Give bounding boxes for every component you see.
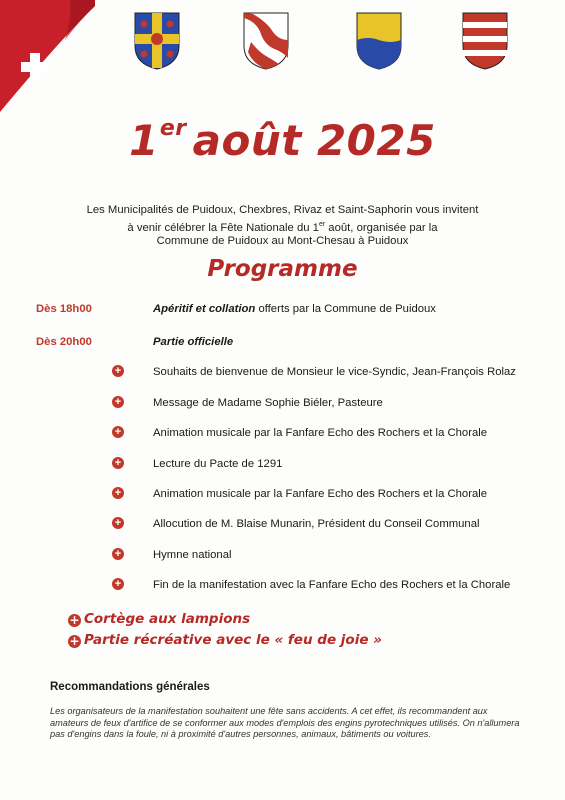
crest-chexbres-icon bbox=[243, 12, 289, 70]
intro-line-2 bbox=[40, 218, 525, 235]
list-item-text: Souhaits de bienvenue de Monsieur le vice-Syndic, Jean-François Rolaz bbox=[153, 366, 516, 378]
plus-circle-icon: + bbox=[112, 548, 124, 560]
list-item bbox=[0, 397, 565, 413]
recommendations-text: Les organisateurs de la manifestation souhaitent une fête sans accidents. A cet effet, ils recommandent aux amateurs de feux d'artifice de se conformer aux modes d'emplois des engins pyrotechniques utilisés. On n'allumera pas d'engins dans la foule, ni à proximité d'autres personnes, animaux, bâtiments ou voitures. bbox=[50, 706, 520, 739]
schedule-event bbox=[153, 336, 233, 348]
list-item-text: Animation musicale par la Fanfare Echo des Rochers et la Chorale bbox=[153, 488, 488, 500]
list-item-text: Allocution de M. Blaise Munarin, Président du Conseil Communal bbox=[153, 518, 480, 530]
recommendations-title: Recommandations générales bbox=[50, 681, 210, 693]
crest-puidoux-icon bbox=[134, 12, 180, 70]
title-sup: er bbox=[159, 116, 187, 141]
schedule-event-bold: Apéritif et collation bbox=[153, 303, 256, 315]
crest-rivaz-icon bbox=[356, 12, 402, 70]
intro-line-2-sup: er bbox=[318, 220, 326, 228]
crests-row bbox=[0, 12, 565, 74]
extra-item bbox=[68, 611, 250, 627]
plus-circle-icon: + bbox=[112, 457, 124, 469]
plus-circle-icon: + bbox=[112, 578, 124, 590]
extra-item bbox=[68, 632, 382, 648]
plus-circle-icon: + bbox=[112, 365, 124, 377]
list-item bbox=[0, 579, 565, 595]
intro-line-3: Commune de Puidoux au Mont-Chesau à Puidoux bbox=[156, 234, 409, 247]
intro-text bbox=[40, 204, 525, 248]
title-rest: août 2025 bbox=[192, 116, 436, 165]
intro-line-2b: août, organisée par la bbox=[325, 221, 438, 234]
schedule-event-rest: offerts par la Commune de Puidoux bbox=[255, 303, 436, 315]
plus-circle-icon: + bbox=[112, 487, 124, 499]
list-item-text: Animation musicale par la Fanfare Echo des Rochers et la Chorale bbox=[153, 427, 488, 439]
schedule-event-bold: Partie officielle bbox=[153, 336, 234, 348]
plus-circle-icon: + bbox=[69, 634, 80, 648]
list-item-text: Message de Madame Sophie Biéler, Pasteure bbox=[153, 397, 383, 409]
schedule-event bbox=[153, 303, 436, 315]
crest-saint-saphorin-icon bbox=[462, 12, 508, 70]
plus-circle-icon: + bbox=[69, 613, 80, 627]
programme-heading: Programme bbox=[207, 256, 358, 282]
list-item bbox=[0, 366, 565, 382]
plus-circle-icon: + bbox=[112, 426, 124, 438]
plus-circle-icon: + bbox=[112, 517, 124, 529]
list-item bbox=[0, 518, 565, 534]
extra-item-text: Cortège aux lampions bbox=[84, 611, 251, 627]
intro-line-2a: à venir célébrer la Fête Nationale du 1 bbox=[127, 221, 319, 234]
list-item bbox=[0, 488, 565, 504]
page-title bbox=[0, 116, 565, 165]
schedule-time: Dès 20h00 bbox=[36, 336, 92, 348]
extra-item-text: Partie récréative avec le « feu de joie » bbox=[84, 632, 382, 648]
list-item bbox=[0, 427, 565, 443]
list-item-text: Fin de la manifestation avec la Fanfare Echo des Rochers et la Chorale bbox=[153, 579, 511, 591]
list-item bbox=[0, 549, 565, 565]
list-item-text: Hymne national bbox=[153, 549, 232, 561]
list-item bbox=[0, 458, 565, 474]
list-item-text: Lecture du Pacte de 1291 bbox=[153, 458, 283, 470]
schedule-time: Dès 18h00 bbox=[36, 303, 92, 315]
title-day: 1 bbox=[129, 116, 159, 165]
plus-circle-icon: + bbox=[112, 396, 124, 408]
intro-line-1: Les Municipalités de Puidoux, Chexbres, Rivaz et Saint-Saphorin vous invitent bbox=[86, 204, 479, 216]
